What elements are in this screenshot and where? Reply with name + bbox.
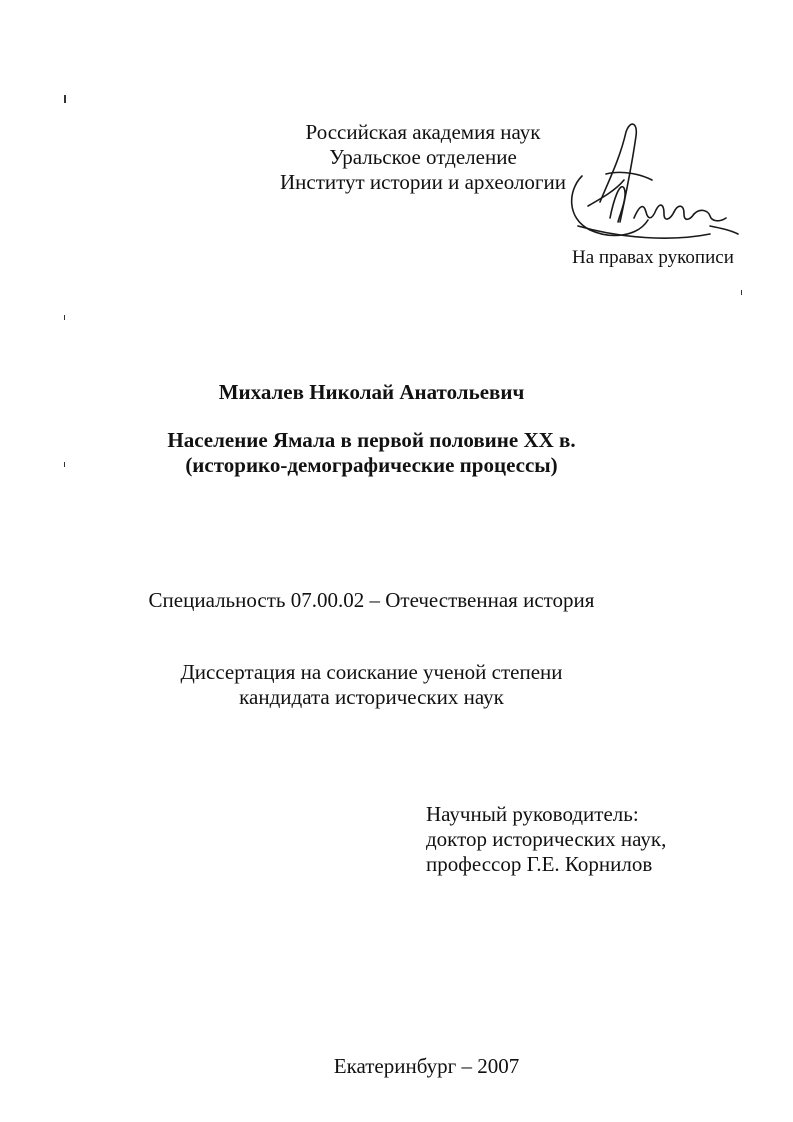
title-line-1: Население Ямала в первой половине XX в.	[167, 428, 576, 452]
rights-note: На правах рукописи	[572, 247, 734, 268]
institution-line-3: Институт истории и археологии	[279, 170, 567, 194]
institution-line-1: Российская академия наук	[305, 120, 541, 144]
scan-speck	[64, 95, 66, 103]
supervisor-line-2: доктор исторических наук,	[426, 827, 667, 851]
institution-line-2: Уральское отделение	[329, 145, 517, 169]
author-name: Михалев Николай Анатольевич	[218, 380, 525, 404]
city-year: Екатеринбург – 2007	[333, 1054, 520, 1078]
signature-icon	[560, 118, 745, 250]
supervisor-line-3: профессор Г.Е. Корнилов	[426, 852, 653, 876]
supervisor-line-1: Научный руководитель:	[426, 802, 639, 826]
degree-line-2: кандидата исторических наук	[239, 685, 504, 709]
scan-speck	[64, 315, 65, 320]
degree-line-1: Диссертация на соискание ученой степени	[180, 660, 563, 684]
scan-speck	[741, 290, 742, 295]
specialty: Специальность 07.00.02 – Отечественная история	[148, 588, 595, 612]
title-line-2: (историко-демографические процессы)	[185, 453, 558, 477]
